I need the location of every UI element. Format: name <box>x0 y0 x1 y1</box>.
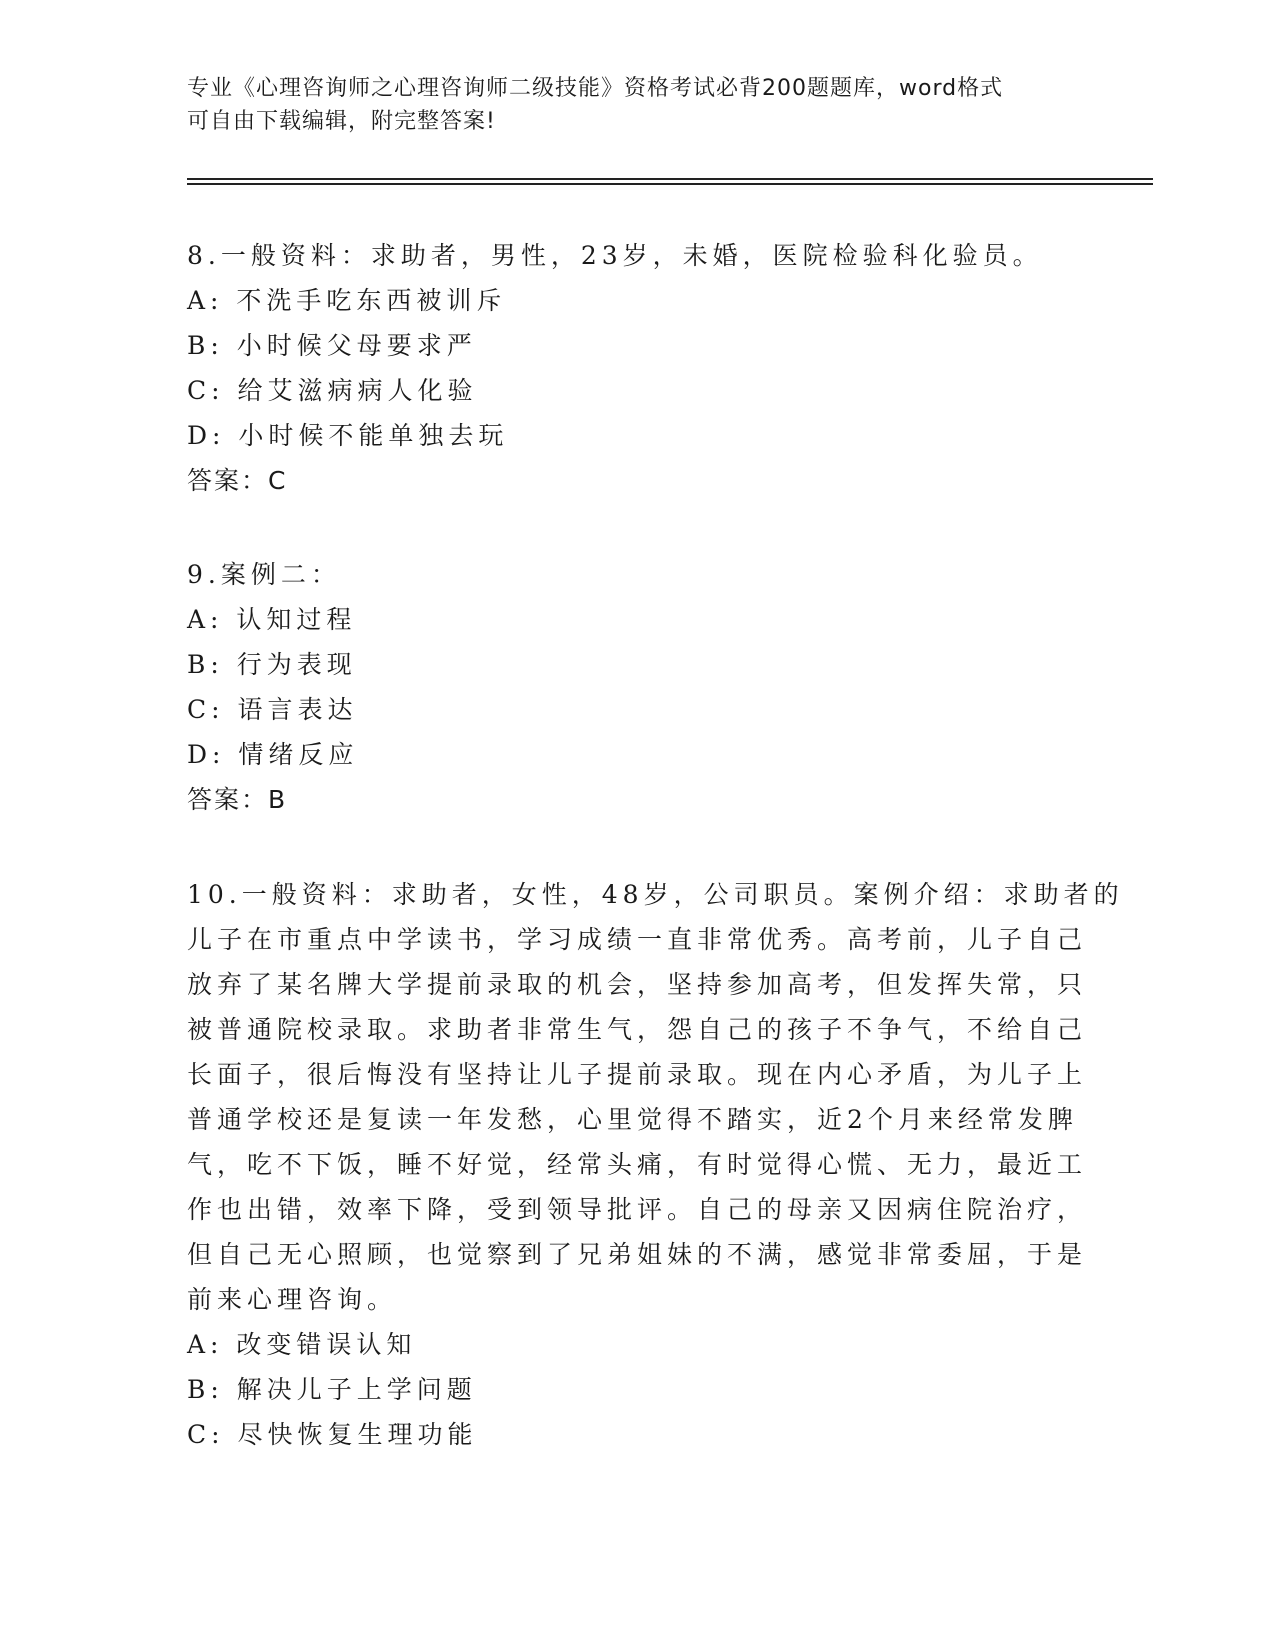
question-stem-line: 10.一般资料：求助者，女性，48岁，公司职员。案例介绍：求助者的 <box>187 880 1124 909</box>
question-stem-line: 前来心理咨询。 <box>187 1285 398 1314</box>
header-divider-bottom <box>187 183 1153 185</box>
option-b: B: 小时候父母要求严 <box>187 331 477 360</box>
answer-line: 答案：C <box>187 466 288 495</box>
option-b: B: 解决儿子上学问题 <box>187 1375 477 1404</box>
question-stem: 9.案例二： <box>187 560 341 589</box>
question-stem-line: 气，吃不下饭，睡不好觉，经常头痛，有时觉得心慌、无力，最近工 <box>187 1150 1088 1179</box>
option-b: B: 行为表现 <box>187 650 357 679</box>
question-stem-line: 普通学校还是复读一年发愁，心里觉得不踏实，近2个月来经常发脾 <box>187 1105 1078 1134</box>
question-stem-line: 儿子在市重点中学读书，学习成绩一直非常优秀。高考前，儿子自己 <box>187 925 1088 954</box>
option-a: A: 认知过程 <box>187 605 357 634</box>
question-10 <box>187 872 1124 1457</box>
document-header <box>187 72 1087 138</box>
question-9 <box>187 552 1087 822</box>
question-stem-line: 但自己无心照顾，也觉察到了兄弟姐妹的不满，感觉非常委屈，于是 <box>187 1240 1088 1269</box>
answer-line: 答案：B <box>187 785 288 814</box>
question-8 <box>187 233 1087 503</box>
option-c: C: 给艾滋病病人化验 <box>187 376 478 405</box>
option-c: C: 尽快恢复生理功能 <box>187 1420 478 1449</box>
question-stem-line: 被普通院校录取。求助者非常生气，怨自己的孩子不争气，不给自己 <box>187 1015 1088 1044</box>
option-a: A: 改变错误认知 <box>187 1330 417 1359</box>
header-line-2: 可自由下载编辑，附完整答案! <box>187 109 496 134</box>
question-stem-line: 长面子，很后悔没有坚持让儿子提前录取。现在内心矛盾，为儿子上 <box>187 1060 1088 1089</box>
option-d: D: 小时候不能单独去玩 <box>187 421 509 450</box>
option-a: A: 不洗手吃东西被训斥 <box>187 286 507 315</box>
option-d: D: 情绪反应 <box>187 740 359 769</box>
question-stem-line: 放弃了某名牌大学提前录取的机会，坚持参加高考，但发挥失常，只 <box>187 970 1088 999</box>
question-stem-line: 作也出错，效率下降，受到领导批评。自己的母亲又因病住院治疗， <box>187 1195 1088 1224</box>
header-line-1: 专业《心理咨询师之心理咨询师二级技能》资格考试必背200题题库，word格式 <box>187 76 1004 101</box>
question-stem: 8.一般资料：求助者，男性，23岁，未婚，医院检验科化验员。 <box>187 241 1043 270</box>
option-c: C: 语言表达 <box>187 695 358 724</box>
header-divider-top <box>187 178 1153 180</box>
